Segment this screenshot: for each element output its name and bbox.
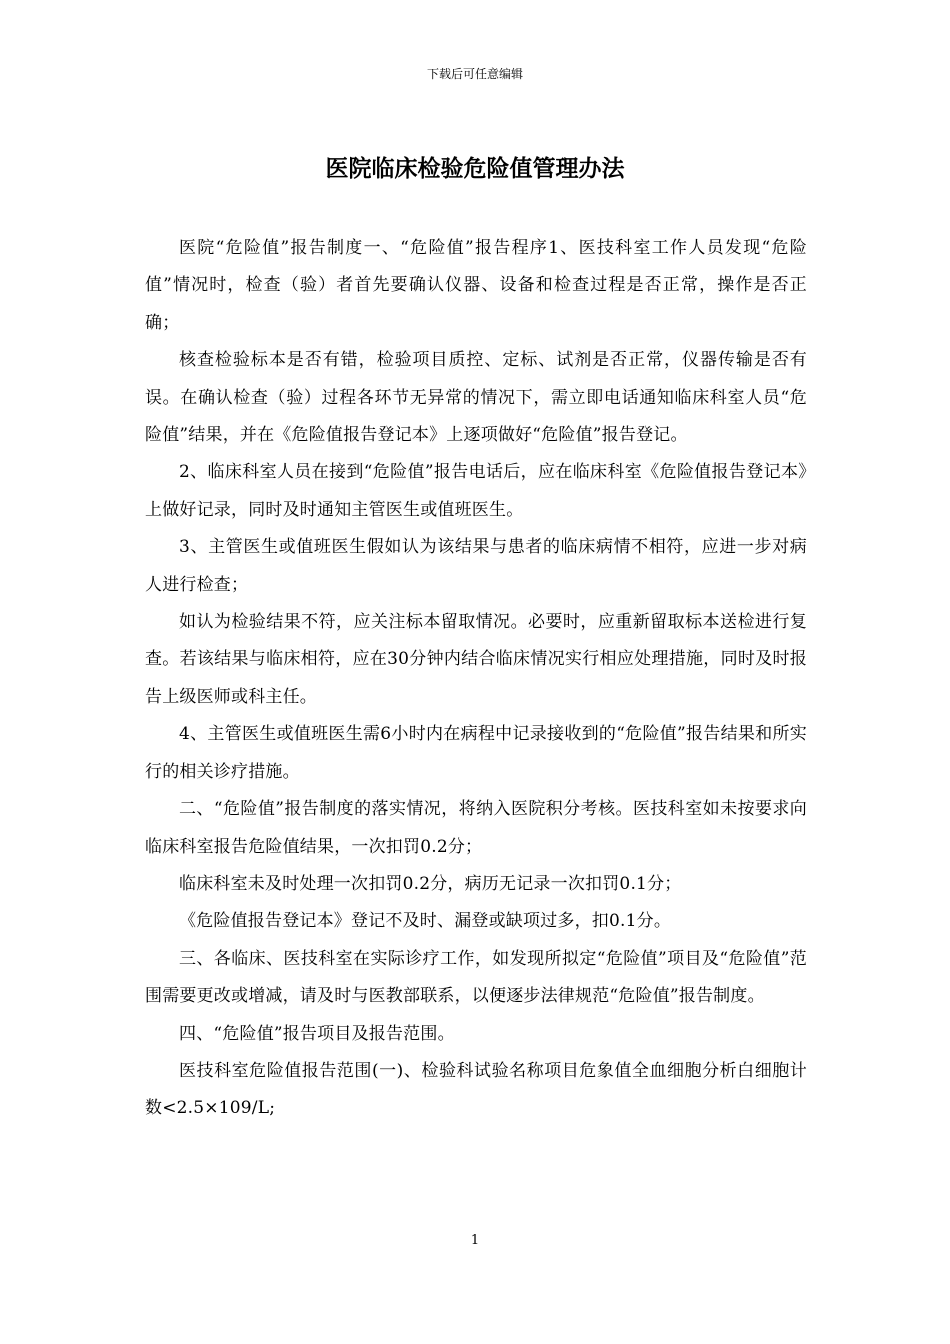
document-body	[145, 230, 807, 1128]
document-title: 医院临床检验危险值管理办法	[325, 156, 625, 182]
page-number: 1	[470, 1233, 480, 1248]
paragraph: 二、“危险值”报告制度的落实情况，将纳入医院积分考核。医技科室如未按要求向临床科室报告危险值结果，一次扣罚0.2分；	[145, 799, 807, 857]
paragraph: 四、“危险值”报告项目及报告范围。	[179, 1023, 455, 1044]
paragraph: 医技科室危险值报告范围(一)、检验科试验名称项目危象值全血细胞分析白细胞计数<2.5×109/L;	[145, 1060, 807, 1119]
paragraph: 2、临床科室人员在接到“危险值”报告电话后，应在临床科室《危险值报告登记本》上做好记录，同时及时通知主管医生或值班医生。	[145, 462, 807, 520]
paragraph: 核查检验标本是否有错，检验项目质控、定标、试剂是否正常，仪器传输是否有误。在确认检查（验）过程各环节无异常的情况下，需立即电话通知临床科室人员“危险值”结果，并在《危险值报告登记本》上逐项做好“危险值”报告登记。	[145, 350, 807, 446]
paragraph: 三、各临床、医技科室在实际诊疗工作，如发现所拟定“危险值”项目及“危险值”范围需要更改或增减，请及时与医教部联系，以便逐步法律规范“危险值”报告制度。	[145, 948, 807, 1007]
paragraph: 4、主管医生或值班医生需6小时内在病程中记录接收到的“危险值”报告结果和所实行的相关诊疗措施。	[145, 724, 807, 782]
page-header-note: 下载后可任意编辑	[426, 67, 523, 81]
paragraph: 《危险值报告登记本》登记不及时、漏登或缺项过多，扣0.1分。	[179, 911, 672, 932]
paragraph: 3、主管医生或值班医生假如认为该结果与患者的临床病情不相符，应进一步对病人进行检查；	[145, 537, 807, 595]
paragraph: 如认为检验结果不符，应关注标本留取情况。必要时，应重新留取标本送检进行复查。若该结果与临床相符，应在30分钟内结合临床情况实行相应处理措施，同时及时报告上级医师或科主任。	[145, 612, 807, 707]
paragraph: 医院“危险值”报告制度一、“危险值”报告程序1、医技科室工作人员发现“危险值”情况时，检查（验）者首先要确认仪器、设备和检查过程是否正常，操作是否正确；	[145, 238, 807, 333]
paragraph: 临床科室未及时处理一次扣罚0.2分，病历无记录一次扣罚0.1分；	[179, 873, 682, 894]
